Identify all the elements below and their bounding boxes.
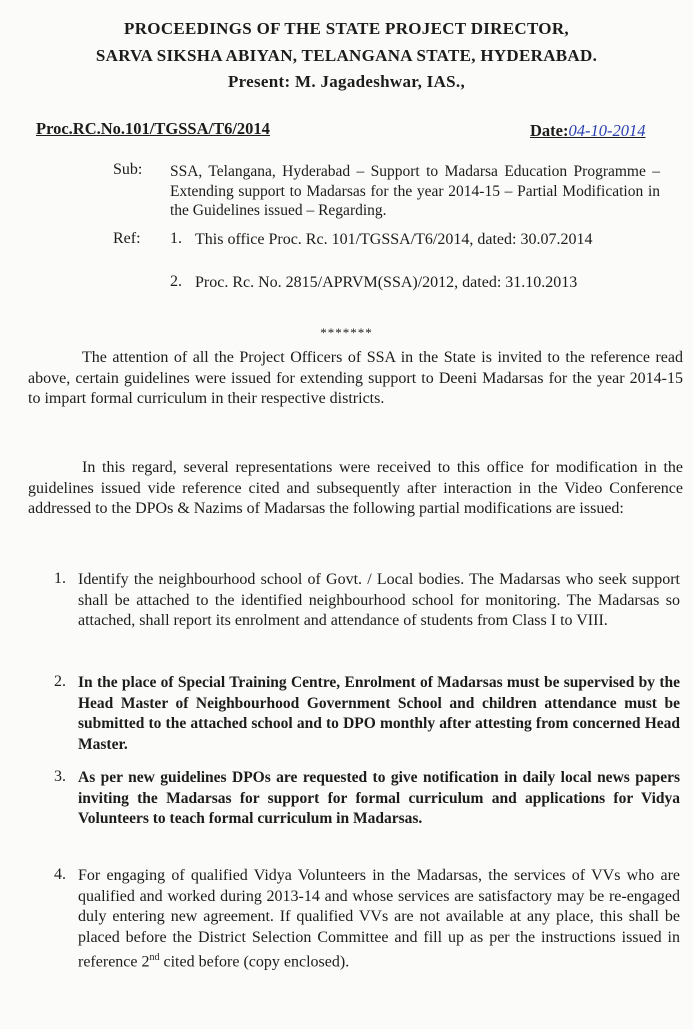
header-line-1: PROCEEDINGS OF THE STATE PROJECT DIRECTOR, — [124, 19, 569, 38]
reference-2-number: 2. — [170, 273, 182, 290]
paragraph-1: The attention of all the Project Officers of SSA in the State is invited to the reference read above, certain guidelines were issued for extending support to Deeni Madarsas for the year 2014-15 to impart formal curriculum in their respective districts. — [28, 349, 683, 407]
item-text-part-2: cited before (copy enclosed). — [159, 953, 350, 971]
date-label: Date: — [530, 121, 569, 140]
paragraph-2: In this regard, several representations were received to this office for modification in the guidelines issued vide reference cited and subsequently after interaction in the Video Conference addressed to the DPOs & Nazims of Madarsas the following partial modifications are issued: — [28, 459, 683, 517]
item-text: As per new guidelines DPOs are requested to give notification in daily local news papers inviting the Madarsas for support for formal curriculum and applications for Vidya Volunteers to teach formal curriculum in Madarsas. — [78, 769, 680, 827]
reference-2-text: Proc. Rc. No. 2815/APRVM(SSA)/2012, dated: 31.10.2013 — [195, 274, 578, 291]
date-line — [530, 121, 645, 141]
header-line-3: Present: M. Jagadeshwar, IAS., — [227, 72, 466, 91]
item-text — [78, 866, 680, 973]
date-value: 04-10-2014 — [568, 121, 646, 140]
item-number: 3. — [54, 768, 66, 785]
reference-label: Ref: — [113, 230, 141, 247]
proceeding-number: Proc.RC.No.101/TGSSA/T6/2014 — [36, 119, 270, 138]
item-text: Identify the neighbourhood school of Govt. / Local bodies. The Madarsas who seek support shall be attached to the identified neighbourhood school for monitoring. The Madarsas so attached, shall report its enrolment and attendance of students from Class I to VIII. — [78, 571, 680, 629]
item-text: In the place of Special Training Centre, Enrolment of Madarsas must be supervised by the Head Master of Neighbourhood Government School and children attendance must be submitted to the attached school and to DPO monthly after attesting from concerned Head Master. — [78, 674, 680, 753]
reference-1-text: This office Proc. Rc. 101/TGSSA/T6/2014, dated: 30.07.2014 — [195, 231, 593, 248]
subject-text: SSA, Telangana, Hyderabad – Support to Madarsa Education Programme – Extending support to Madarsas for the year 2014-15 – Partial Modification in the Guidelines issued – Regarding. — [170, 163, 660, 219]
item-number: 4. — [54, 866, 66, 883]
item-number: 2. — [54, 673, 66, 690]
reference-1-number: 1. — [170, 230, 182, 247]
header-line-2: SARVA SIKSHA ABIYAN, TELANGANA STATE, HYDERABAD. — [95, 46, 598, 65]
item-number: 1. — [54, 570, 66, 587]
ordinal-suffix: nd — [149, 952, 160, 963]
subject-label: Sub: — [113, 161, 143, 178]
separator: ******* — [320, 325, 373, 340]
item-text-part-1: For engaging of qualified Vidya Volunteers in the Madarsas, the services of VVs who are qualified and worked during 2013-14 and whose services are satisfactory may be re-engaged duly entering new agreement. If qualified VVs are not available at any place, this shall be placed before the District Selection Committee and fill up as per the instructions issued in reference 2 — [78, 867, 680, 971]
